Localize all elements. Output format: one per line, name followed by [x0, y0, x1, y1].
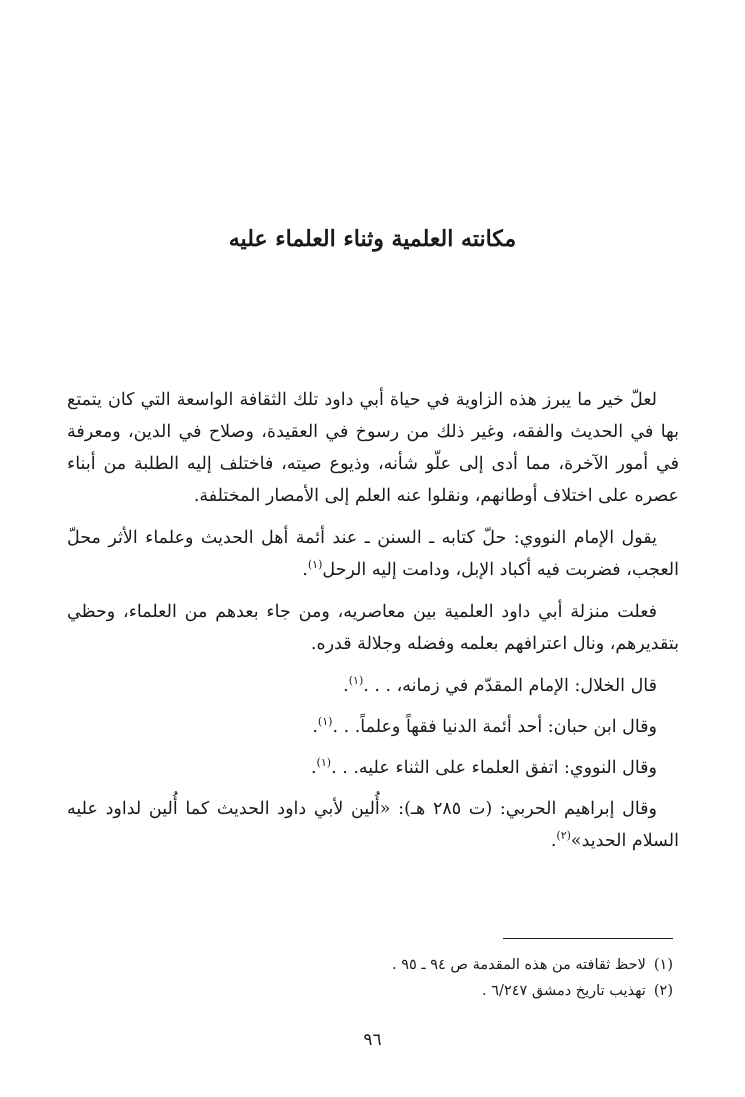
quote-tail: .: [310, 758, 317, 778]
paragraph-text: يقول الإمام النووي: حلّ كتابه ـ السنن ـ عند أئمة أهل الحديث وعلماء الأثر محلّ العجب، فضربت فيه أكباد الإبل، ودامت إليه الرحل: [67, 528, 679, 580]
paragraph-text: لعلّ خير ما يبرز هذه الزاوية في حياة أبي داود تلك الثقافة الواسعة التي كان يتمتع بها في الحديث والفقه، وغير ذلك من رسوخ في العقيدة، وصلاح في الدين، ومعرفة في أمور الآخرة، مما أدى إلى علّو شأنه، وذيوع صيته، فاختلف إليه الطلبة من أبناء عصره على اختلاف أوطانهم، ونقلوا عنه العلم إلى الأمصار المختلفة.: [67, 390, 679, 506]
quote-tail: .: [312, 717, 318, 737]
paragraph-text: فعلت منزلة أبي داود العلمية بين معاصريه، ومن جاء بعدهم من العلماء، وحظي بتقديرهم، ونال اعترافهم بعلمه وفضله وجلالة قدره.: [67, 602, 679, 654]
footnote-ref: (١): [316, 756, 332, 770]
quote-harbi: [67, 793, 679, 857]
paragraph-tail: .: [302, 560, 308, 580]
footnote-ref: (٢): [556, 829, 571, 843]
quote-nawawi: [67, 752, 679, 784]
paragraph-nawawi: [67, 522, 679, 586]
footnote-divider: [503, 938, 673, 939]
chapter-title: مكانته العلمية وثناء العلماء عليه: [228, 226, 517, 252]
quote-tail: .: [550, 831, 557, 851]
footnote-text: لاحظ ثقافته من هذه المقدمة ص ٩٤ ـ ٩٥ .: [391, 957, 646, 973]
footnote-ref: (١): [307, 558, 323, 572]
page-number: ٩٦: [363, 1030, 382, 1050]
quote-text: وقال ابن حبان: أحد أئمة الدنيا فقهاً وعلماً. . .: [332, 717, 657, 737]
footnote-item: [73, 978, 673, 1004]
quote-tail: .: [343, 676, 349, 696]
footnote-ref: (١): [317, 715, 333, 729]
main-text: [67, 384, 679, 866]
footnote-ref: (١): [348, 674, 364, 688]
footnote-item: [73, 952, 673, 978]
quote-khallal: [67, 670, 679, 702]
footnotes: [73, 952, 673, 1004]
footnote-text: تهذيب تاريخ دمشق ٦/٢٤٧ .: [482, 983, 646, 999]
paragraph-status: [67, 596, 679, 660]
paragraph-intro: [67, 384, 679, 512]
footnote-number: (٢): [653, 983, 673, 999]
footnote-number: (١): [653, 957, 673, 973]
quote-text: وقال النووي: اتفق العلماء على الثناء عليه. . .: [331, 758, 657, 778]
quote-text: وقال إبراهيم الحربي: (ت ٢٨٥ هـ): «أُلين لأبي داود الحديث كما أُلين لداود عليه السلام الحديد»: [67, 799, 679, 851]
quote-text: قال الخلال: الإمام المقدّم في زمانه، . . .: [363, 676, 657, 696]
quote-ibn-hibban: [67, 711, 679, 743]
